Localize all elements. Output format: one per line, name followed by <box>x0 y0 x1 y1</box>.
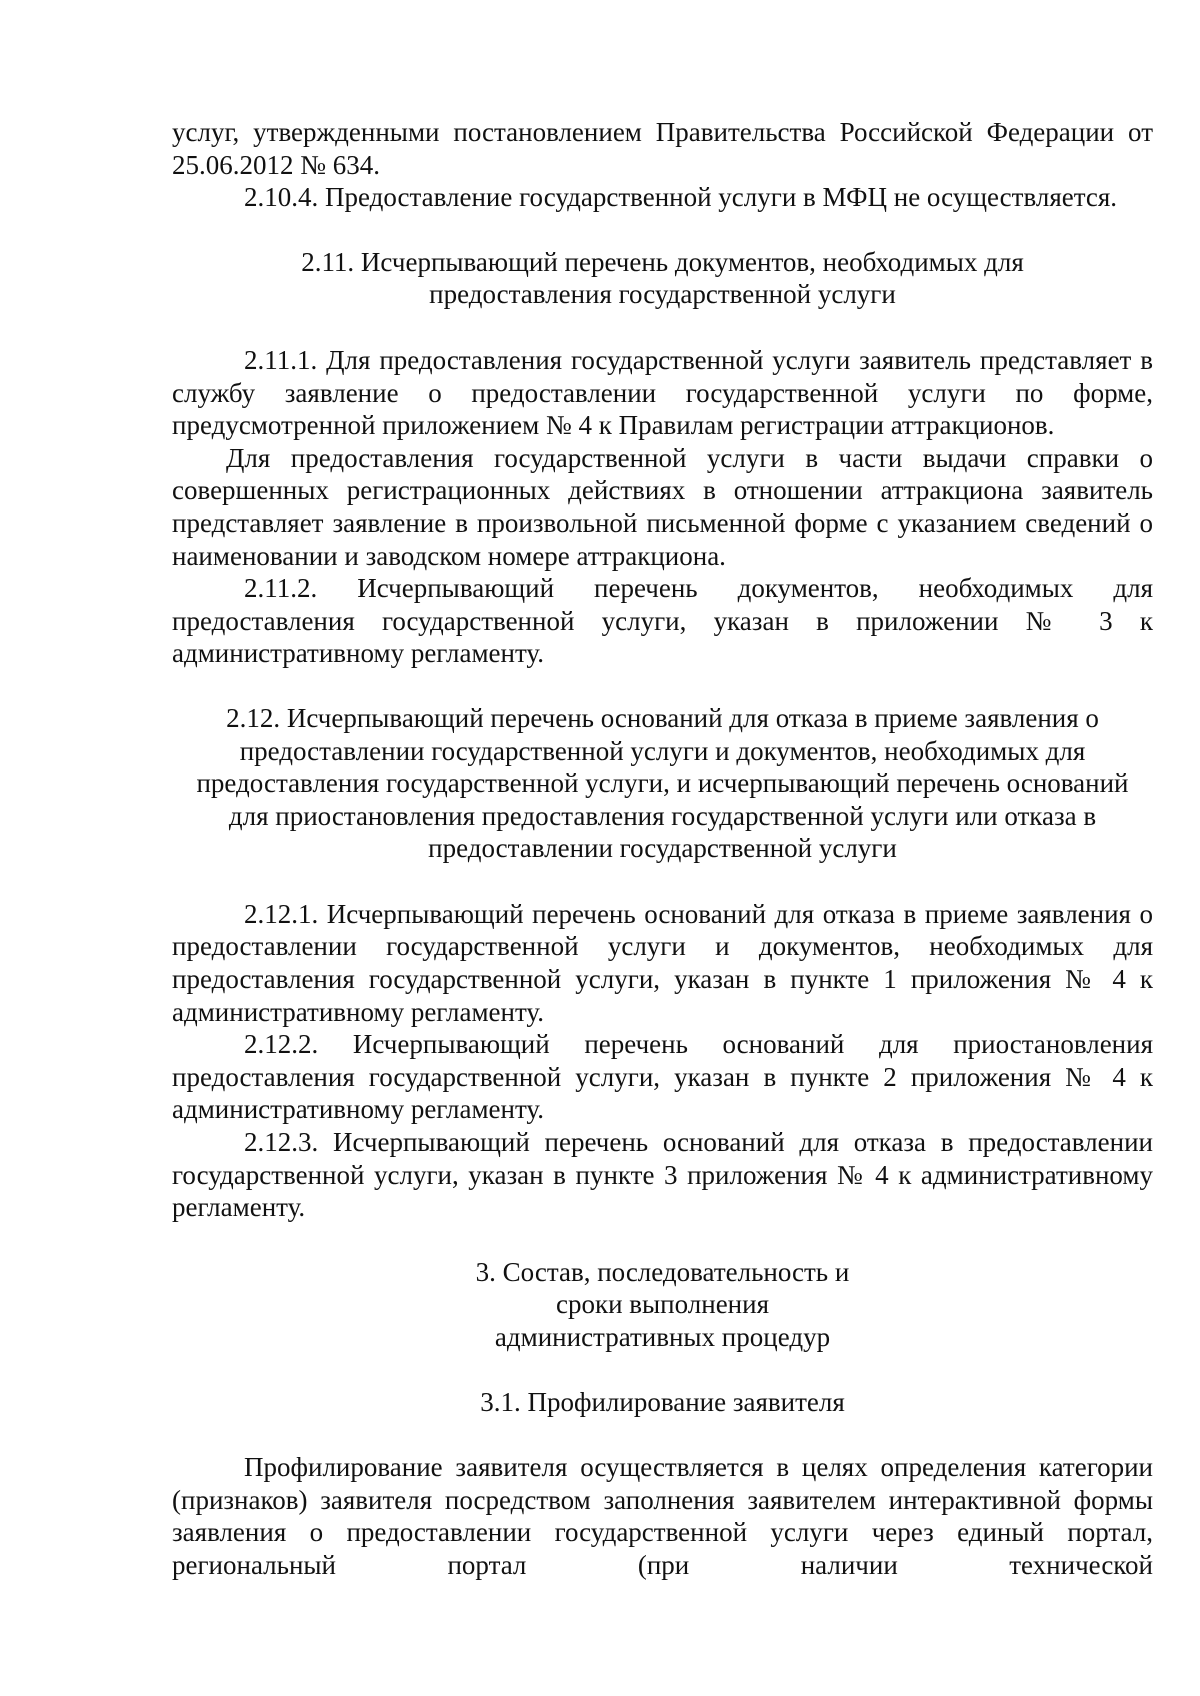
spacer <box>172 1224 1153 1256</box>
paragraph-2-11-1-b: Для предоставления государственной услуги в части выдачи справки о совершенных регистрационных действиях в отношении аттракциона заявитель представляет заявление в произвольной письменной форме с указанием сведений о наименовании и заводском номере аттракциона. <box>172 442 1153 571</box>
spacer <box>172 214 1153 246</box>
paragraph-2-12-1: 2.12.1. Исчерпывающий перечень оснований для отказа в приеме заявления о предоставлении государственной услуги и документов, необходимых для предоставления государственной услуги, указан в пункте 1 приложения № 4 к административному регламенту. <box>172 898 1153 1027</box>
spacer <box>172 1418 1153 1451</box>
paragraph-2-12-3: 2.12.3. Исчерпывающий перечень оснований для отказа в предоставлении государственной услуги, указан в пункте 3 приложения № 4 к административному регламенту. <box>172 1127 1153 1223</box>
spacer <box>172 865 1153 898</box>
section-heading-2-11: 2.11. Исчерпывающий перечень документов, необходимых для предоставления государственной услуги <box>301 246 1024 310</box>
paragraph-continuation: услуг, утвержденными постановлением Правительства Российской Федерации от 25.06.2012 № 634. <box>172 117 1153 180</box>
spacer <box>172 311 1153 344</box>
section-heading-3-1: 3.1. Профилирование заявителя <box>480 1386 845 1417</box>
paragraph-3-1: Профилирование заявителя осуществляется в целях определения категории (признаков) заявителя посредством заполнения заявителем интерактивной формы заявления о предоставлении государственной услуги через единый портал, региональный портал (при наличии технической <box>172 1452 1153 1580</box>
paragraph-2-12-2: 2.12.2. Исчерпывающий перечень оснований для приостановления предоставления государственной услуги, указан в пункте 2 приложения № 4 к административному регламенту. <box>172 1029 1153 1125</box>
paragraph-2-11-2: 2.11.2. Исчерпывающий перечень документов, необходимых для предоставления государственной услуги, указан в приложении № 3 к административному регламенту. <box>172 573 1153 669</box>
paragraph-2-10-4: 2.10.4. Предоставление государственной услуги в МФЦ не осуществляется. <box>244 182 1118 213</box>
section-heading-2-12: 2.12. Исчерпывающий перечень оснований для отказа в приеме заявления о предоставлении государственной услуги и документов, необходимых для предоставления государственной услуги, и исчерпывающий перечень оснований для приостановления предоставления государственной услуги или отказа в предоставлении государственной услуги <box>196 702 1129 864</box>
paragraph-2-11-1: 2.11.1. Для предоставления государственной услуги заявитель представляет в службу заявление о предоставлении государственной услуги по форме, предусмотренной приложением № 4 к Правилам регистрации аттракционов. <box>172 344 1153 441</box>
chapter-heading-3: 3. Состав, последовательность и сроки выполнения административных процедур <box>475 1256 850 1352</box>
document-body <box>172 116 1153 1582</box>
spacer <box>172 1354 1153 1386</box>
spacer <box>172 670 1153 702</box>
